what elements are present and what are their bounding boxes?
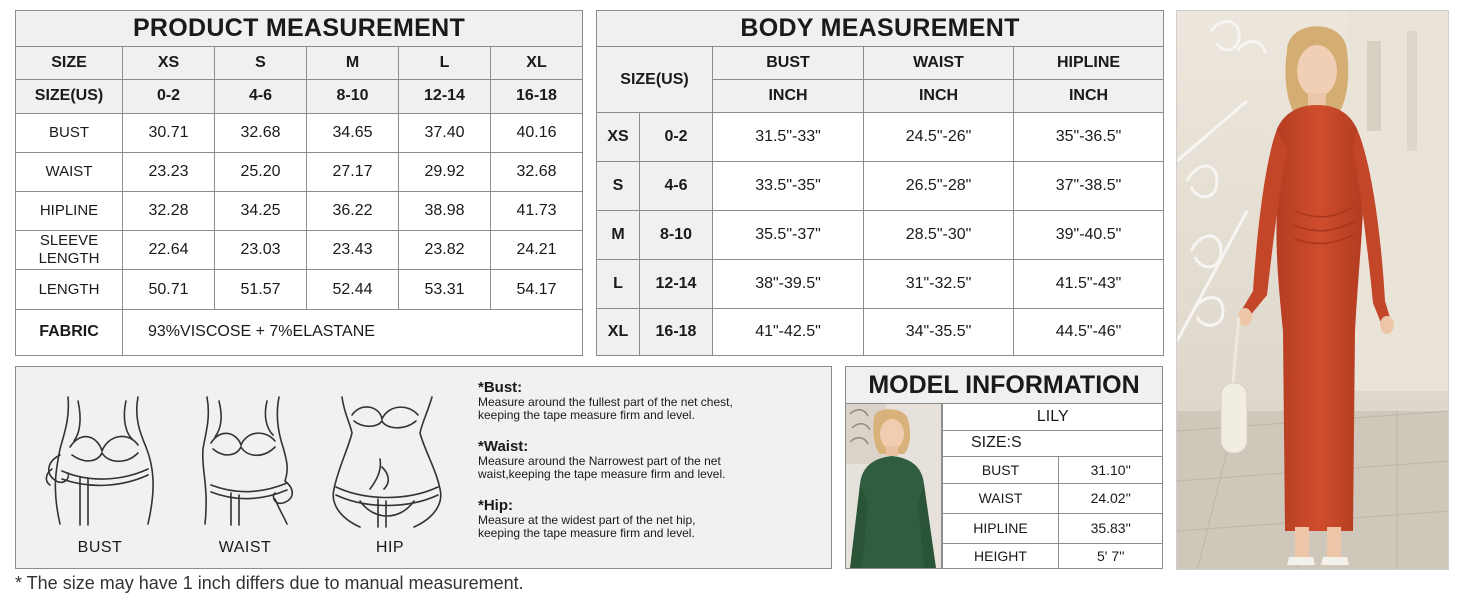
note-heading-waist: *Waist: <box>478 438 529 455</box>
table-cell: 32.68 <box>215 113 307 152</box>
note-text: Measure around the Narrowest part of the net <box>478 454 721 468</box>
model-row-value: 5' 7'' <box>1059 543 1163 568</box>
note-text: waist,keeping the tape measure firm and level. <box>478 467 726 481</box>
size-xl: XL <box>491 47 583 80</box>
body-measurement-title: BODY MEASUREMENT <box>597 11 1164 47</box>
row-label-bust: BUST <box>16 113 123 152</box>
table-row <box>16 231 583 270</box>
size-us-l: 12-14 <box>399 80 491 113</box>
row-label-length: LENGTH <box>16 270 123 309</box>
col-waist: WAIST <box>864 47 1014 80</box>
table-cell: 23.23 <box>123 152 215 191</box>
how-to-measure-panel <box>15 366 832 569</box>
waist-figure-illustration <box>175 389 315 529</box>
table-cell: 26.5"-28" <box>864 162 1014 211</box>
unit-bust: INCH <box>713 80 864 113</box>
table-cell: 41.5"-43" <box>1014 260 1164 309</box>
table-row <box>943 483 1163 513</box>
fabric-value: 93%VISCOSE + 7%ELASTANE <box>123 309 583 355</box>
table-cell: 28.5"-30" <box>864 211 1014 260</box>
table-cell: 36.22 <box>307 192 399 231</box>
unit-hipline: INCH <box>1014 80 1164 113</box>
table-cell: 34.65 <box>307 113 399 152</box>
table-row <box>597 113 1164 162</box>
model-row-value: 35.83'' <box>1059 513 1163 543</box>
table-cell: 37.40 <box>399 113 491 152</box>
table-cell: 31"-32.5" <box>864 260 1014 309</box>
table-row <box>597 162 1164 211</box>
table-cell: 34"-35.5" <box>864 309 1014 356</box>
table-cell: 39"-40.5" <box>1014 211 1164 260</box>
body-size-us: 8-10 <box>640 211 713 260</box>
model-row-label: HIPLINE <box>943 513 1059 543</box>
table-row <box>16 270 583 309</box>
col-hipline: HIPLINE <box>1014 47 1164 80</box>
table-cell: 35.5"-37" <box>713 211 864 260</box>
fabric-label: FABRIC <box>16 309 123 355</box>
body-size-us: 12-14 <box>640 260 713 309</box>
size-xs: XS <box>123 47 215 80</box>
table-cell: 33.5"-35" <box>713 162 864 211</box>
product-measurement-table <box>15 10 583 356</box>
table-cell: 40.16 <box>491 113 583 152</box>
table-row <box>943 456 1163 483</box>
table-row <box>597 309 1164 356</box>
table-cell: 29.92 <box>399 152 491 191</box>
table-cell: 32.68 <box>491 152 583 191</box>
hip-figure-illustration <box>320 389 460 529</box>
table-cell: 25.20 <box>215 152 307 191</box>
table-cell: 23.82 <box>399 231 491 270</box>
table-cell: 23.03 <box>215 231 307 270</box>
body-measurement-table <box>596 10 1164 356</box>
figure-label-hip: HIP <box>375 539 405 556</box>
model-size: SIZE:S <box>943 430 1163 456</box>
table-cell: 27.17 <box>307 152 399 191</box>
size-us-m: 8-10 <box>307 80 399 113</box>
table-cell: 22.64 <box>123 231 215 270</box>
model-row-label: HEIGHT <box>943 543 1059 568</box>
table-cell: 34.25 <box>215 192 307 231</box>
row-label-waist: WAIST <box>16 152 123 191</box>
size-us-s: 4-6 <box>215 80 307 113</box>
table-row <box>16 113 583 152</box>
table-cell: 38"-39.5" <box>713 260 864 309</box>
table-cell: 35"-36.5" <box>1014 113 1164 162</box>
model-row-label: BUST <box>943 456 1059 483</box>
table-cell: 37"-38.5" <box>1014 162 1164 211</box>
body-size-us: 4-6 <box>640 162 713 211</box>
table-cell: 31.5"-33" <box>713 113 864 162</box>
note-text: Measure around the fullest part of the net chest, <box>478 395 733 409</box>
measure-notes <box>478 379 818 540</box>
table-row <box>597 260 1164 309</box>
table-row <box>16 152 583 191</box>
product-measurement-title: PRODUCT MEASUREMENT <box>16 11 583 47</box>
table-cell: 53.31 <box>399 270 491 309</box>
unit-waist: INCH <box>864 80 1014 113</box>
table-cell: 51.57 <box>215 270 307 309</box>
note-text: keeping the tape measure firm and level. <box>478 408 695 422</box>
table-row <box>943 543 1163 568</box>
note-text: keeping the tape measure firm and level. <box>478 526 695 540</box>
size-us-xl: 16-18 <box>491 80 583 113</box>
footnote: * The size may have 1 inch differs due to manual measurement. <box>15 573 524 593</box>
row-label-line: LENGTH <box>38 250 100 268</box>
table-cell: 50.71 <box>123 270 215 309</box>
table-cell: 30.71 <box>123 113 215 152</box>
note-text: Measure at the widest part of the net hip, <box>478 513 696 527</box>
figure-label-waist: WAIST <box>218 539 272 556</box>
table-row <box>597 211 1164 260</box>
table-cell: 44.5"-46" <box>1014 309 1164 356</box>
row-label-sleeve-length <box>16 231 123 270</box>
size-us-xs: 0-2 <box>123 80 215 113</box>
size-m: M <box>307 47 399 80</box>
model-information-panel <box>845 366 1163 569</box>
model-row-value: 24.02'' <box>1059 483 1163 513</box>
body-size: XL <box>597 309 640 356</box>
body-size: S <box>597 162 640 211</box>
body-size-us: 0-2 <box>640 113 713 162</box>
model-green-dress-image <box>846 404 942 568</box>
table-row <box>16 192 583 231</box>
body-size-us-label: SIZE(US) <box>597 47 713 113</box>
body-size-us: 16-18 <box>640 309 713 356</box>
size-label: SIZE <box>16 47 123 80</box>
body-size: XS <box>597 113 640 162</box>
table-cell: 24.21 <box>491 231 583 270</box>
bust-figure-illustration <box>30 389 170 529</box>
model-row-label: WAIST <box>943 483 1059 513</box>
table-cell: 54.17 <box>491 270 583 309</box>
row-label-line: SLEEVE <box>39 232 99 250</box>
table-cell: 32.28 <box>123 192 215 231</box>
model-info-table <box>942 404 1163 568</box>
table-cell: 38.98 <box>399 192 491 231</box>
model-information-title: MODEL INFORMATION <box>846 367 1162 404</box>
size-us-label: SIZE(US) <box>16 80 123 113</box>
model-red-dress-image <box>1177 11 1449 570</box>
table-row <box>943 513 1163 543</box>
size-l: L <box>399 47 491 80</box>
figure-label-bust: BUST <box>77 539 123 556</box>
size-s: S <box>215 47 307 80</box>
table-cell: 23.43 <box>307 231 399 270</box>
model-thumbnail-photo <box>846 404 942 568</box>
model-row-value: 31.10'' <box>1059 456 1163 483</box>
body-size: M <box>597 211 640 260</box>
table-cell: 52.44 <box>307 270 399 309</box>
row-label-hipline: HIPLINE <box>16 192 123 231</box>
table-cell: 41"-42.5" <box>713 309 864 356</box>
note-heading-bust: *Bust: <box>478 379 523 396</box>
body-size: L <box>597 260 640 309</box>
col-bust: BUST <box>713 47 864 80</box>
note-heading-hip: *Hip: <box>478 497 513 514</box>
table-cell: 41.73 <box>491 192 583 231</box>
model-name: LILY <box>943 404 1163 430</box>
table-cell: 24.5"-26" <box>864 113 1014 162</box>
product-photo <box>1176 10 1449 570</box>
